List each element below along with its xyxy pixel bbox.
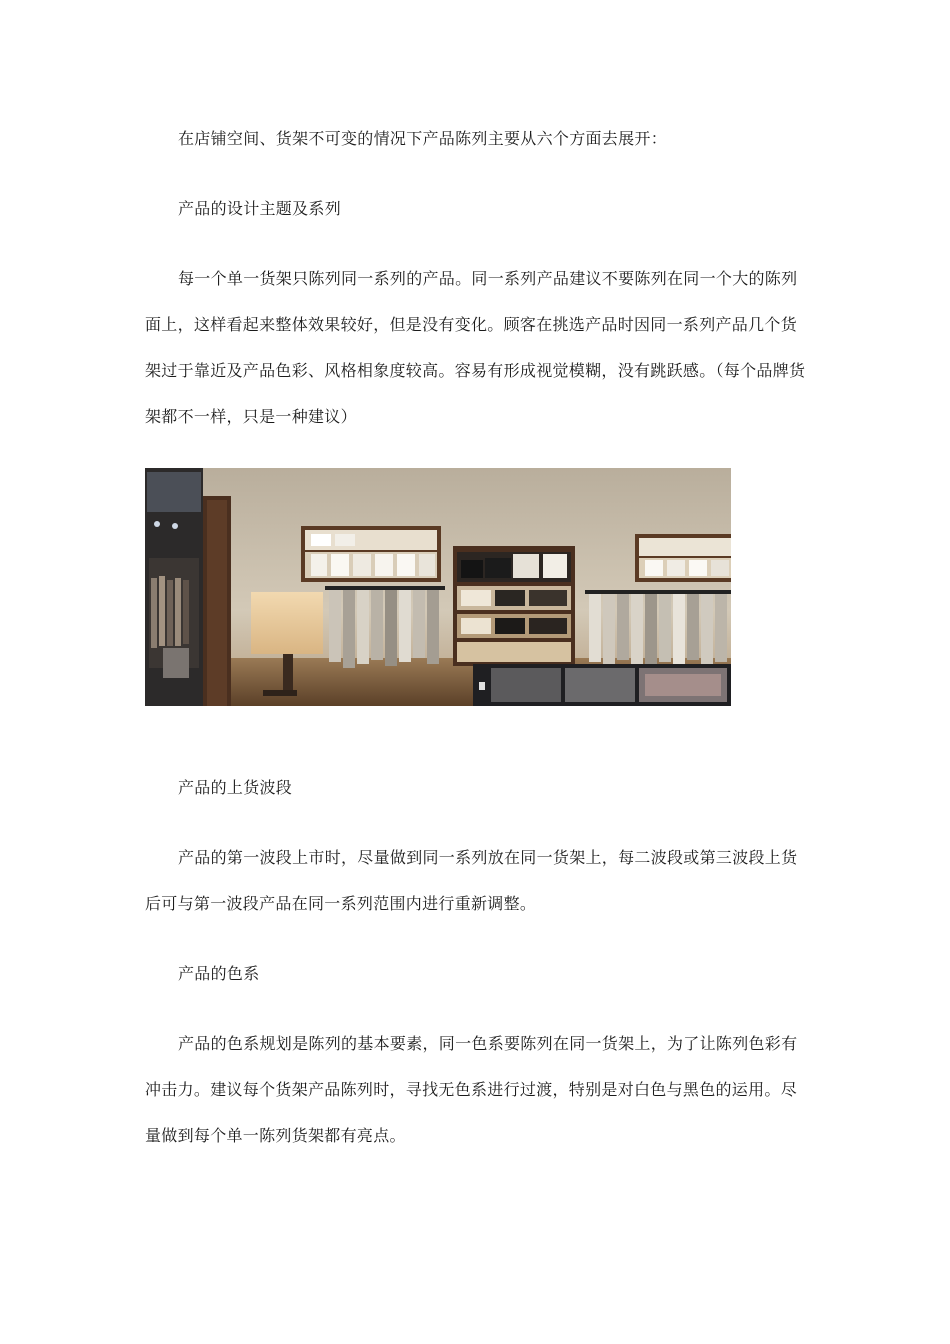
section-heading-color-scheme: 产品的色系: [178, 964, 260, 983]
section-body-color-scheme: 产品的色系规划是陈列的基本要素，同一色系要陈列在同一货架上，为了让陈列色彩有冲击力。建议每个货架产品陈列时，寻找无色系进行过渡，特别是对白色与黑色的运用。尽量做到每个单一陈列货架都有亮点。: [145, 1034, 798, 1145]
intro-paragraph: 在店铺空间、货架不可变的情况下产品陈列主要从六个方面去展开：: [178, 129, 668, 148]
section-body-design-theme: 每一个单一货架只陈列同一系列的产品。同一系列产品建议不要陈列在同一个大的陈列面上，这样看起来整体效果较好，但是没有变化。顾客在挑选产品时因同一系列产品几个货架过于靠近及产品色彩、风格相象度较高。容易有形成视觉模糊，没有跳跃感。（每个品牌货架都不一样，只是一种建议）: [145, 269, 806, 426]
section-body-restock-wave: 产品的第一波段上市时，尽量做到同一系列放在同一货架上，每二波段或第三波段上货后可与第一波段产品在同一系列范围内进行重新调整。: [145, 848, 798, 913]
section-heading-restock-wave: 产品的上货波段: [178, 778, 293, 797]
section-heading-design-theme: 产品的设计主题及系列: [178, 199, 342, 218]
store-display-photo: [145, 468, 731, 706]
